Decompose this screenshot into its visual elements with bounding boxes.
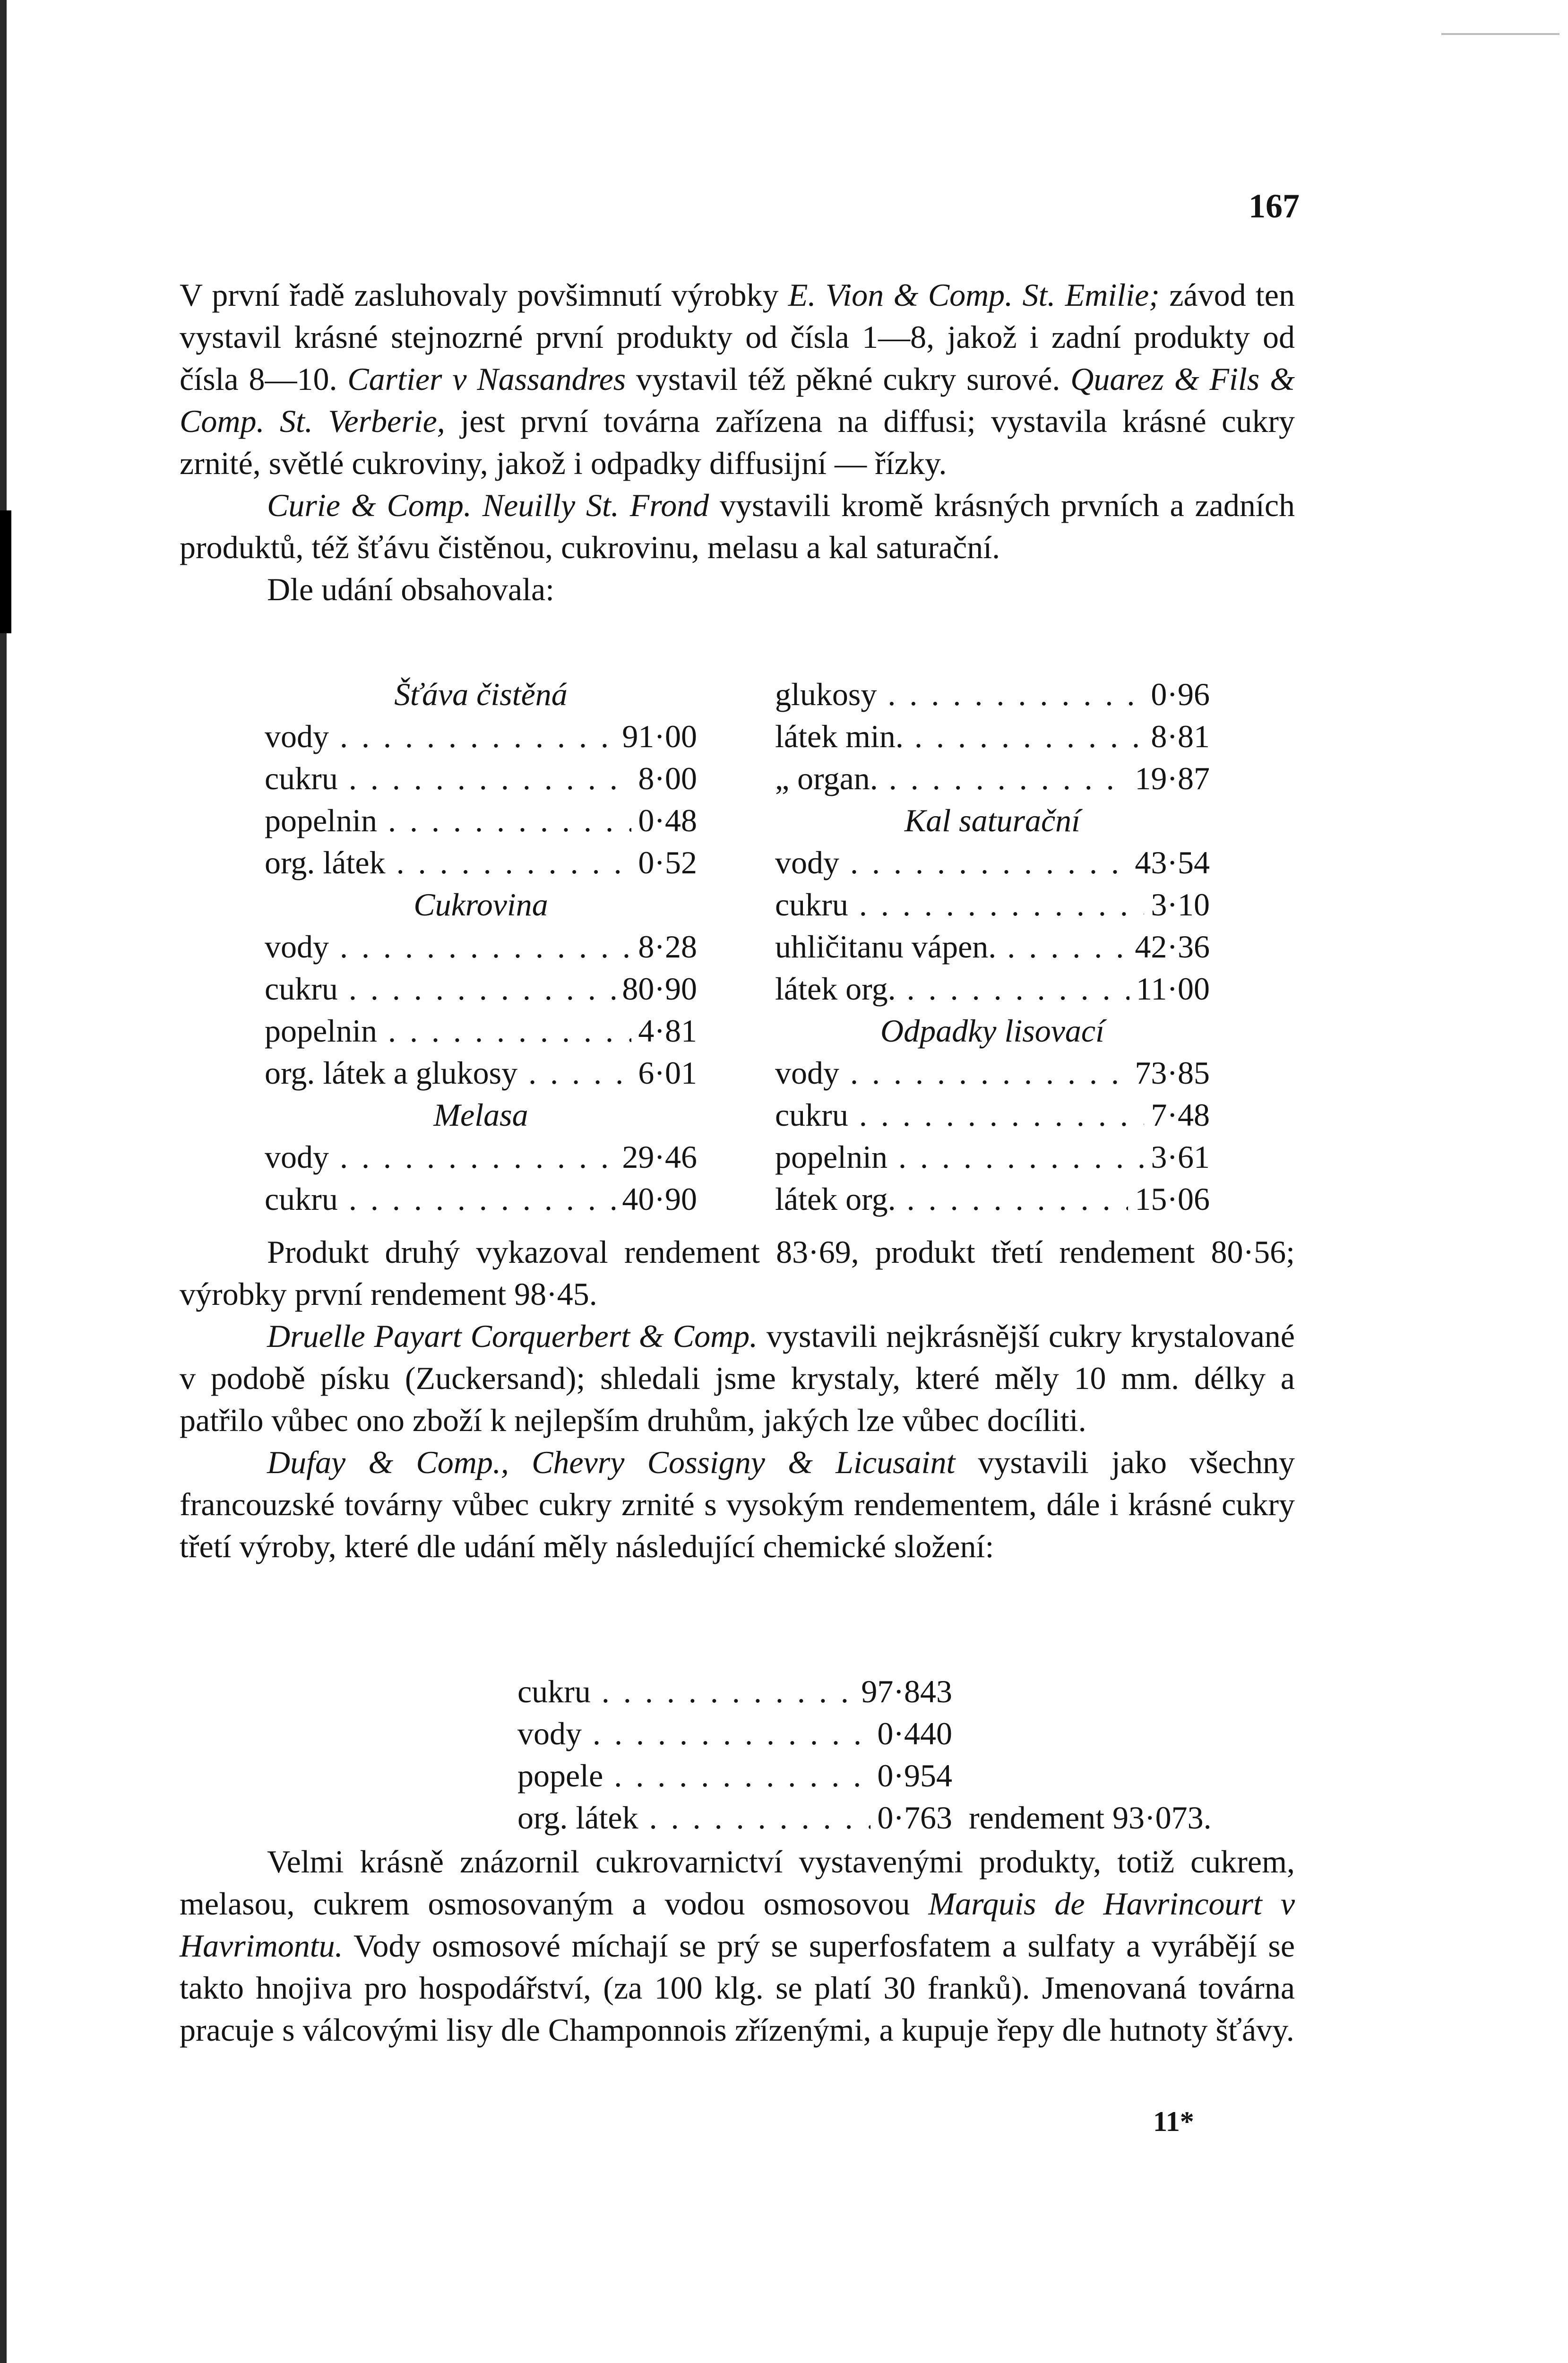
section-heading: Melasa <box>433 1097 528 1133</box>
row-value: 3·61 <box>1151 1139 1210 1175</box>
signature-mark: 11* <box>1153 2106 1194 2137</box>
row-value: 19·87 <box>1135 760 1210 796</box>
page-edge-shadow <box>0 0 7 2363</box>
table-row <box>775 842 1210 884</box>
corner-rule <box>1441 33 1559 35</box>
table-row <box>775 1094 1210 1136</box>
row-label: popelnin . . . <box>775 1136 1144 1178</box>
row-value: 8·81 <box>1151 718 1210 754</box>
table-row <box>265 842 697 884</box>
row-label: cukru . . . <box>265 758 631 800</box>
row-value: 91·00 <box>622 718 697 754</box>
row-value: 8·00 <box>638 760 697 796</box>
row-label: vody . . . <box>265 1136 615 1178</box>
table-row <box>265 800 697 842</box>
table-row <box>775 1136 1210 1178</box>
row-value: 7·48 <box>1151 1097 1210 1133</box>
row-value: 4·81 <box>638 1013 697 1049</box>
table-row <box>265 716 697 758</box>
paragraph-havrincourt: Velmi krásně znázornil cukrovarnictví vystavenými produkty, totiž cukrem, melasou, cukrem osmosovaným a vodou osmosovou Marquis de Havrincourt v Havrimontu. Vody osmosové míchají se prý se superfosfatem a sulfaty a vyrábějí se takto hnojiva pro hospodářství, (za 100 klg. se platí 30 franků). Jmenovaná továrna pracuje s válcovými lisy dle Champonnois zřízenými, a kupuje řepy dle hutnoty šťávy. <box>180 1844 1295 2048</box>
row-label: vody . . . <box>517 1713 870 1755</box>
row-label: popelnin . . . <box>265 1010 631 1052</box>
row-value: 11·00 <box>1136 971 1210 1007</box>
table-row <box>265 1010 697 1052</box>
page-number: 167 <box>1249 187 1300 225</box>
table-row <box>265 968 697 1010</box>
table-row <box>775 673 1210 716</box>
row-value: 42·36 <box>1135 929 1210 965</box>
table-row <box>775 1178 1210 1220</box>
analysis-left-column <box>265 673 697 1220</box>
table-row <box>517 1755 952 1797</box>
paragraph-intro-list: Dle udání obsahovala: <box>267 571 555 607</box>
row-label: org. látek . . . <box>265 842 631 884</box>
row-label: „ organ. . . . <box>775 758 1128 800</box>
row-value: 15·06 <box>1135 1181 1210 1217</box>
row-value: 73·85 <box>1135 1055 1210 1091</box>
row-label: uhličitanu vápen. . . . <box>775 926 1128 968</box>
row-value: 97·843 <box>861 1673 952 1709</box>
paragraph-block-3 <box>180 1841 1295 2051</box>
table-row <box>265 1136 697 1178</box>
row-value: 0·48 <box>638 802 697 838</box>
paragraph-druelle: Druelle Payart Corquerbert & Comp. vystavili nejkrásnější cukry krystalované v podobě písku (Zuckersand); shledali jsme krystaly, které měly 10 mm. délky a patřilo vůbec ono zboží k nejlepším druhům, jakých lze vůbec docíliti. <box>180 1318 1295 1438</box>
row-label: popelnin . . . <box>265 800 631 842</box>
row-label: org. látek . . . <box>517 1797 870 1839</box>
table-row <box>775 716 1210 758</box>
paragraph-block-2 <box>180 1231 1295 1568</box>
row-label: popele . . . <box>517 1755 870 1797</box>
composition-rendement: rendement 93·073. <box>969 1800 1212 1836</box>
row-value: 6·01 <box>638 1055 697 1091</box>
row-label: glukosy . . . <box>775 673 1144 716</box>
table-row <box>517 1671 952 1713</box>
analysis-right-column <box>775 673 1210 1220</box>
row-label: látek org. . . . <box>775 1178 1128 1220</box>
row-value: 43·54 <box>1135 845 1210 880</box>
table-row <box>775 758 1210 800</box>
row-label: látek min. . . . <box>775 716 1144 758</box>
paragraph-dufay: Dufay & Comp., Chevry Cossigny & Licusaint vystavili jako všechny francouzské továrny vůbec cukry zrnité s vysokým rendementem, dále i krásné cukry třetí výroby, které dle udání měly následující chemické složení: <box>180 1444 1295 1564</box>
row-value: 3·10 <box>1151 887 1210 923</box>
table-row <box>265 1178 697 1220</box>
row-value: 0·96 <box>1151 676 1210 712</box>
table-row <box>775 1052 1210 1094</box>
row-label: cukru . . . <box>265 1178 615 1220</box>
table-row <box>265 926 697 968</box>
row-label: vody . . . <box>265 926 631 968</box>
paragraph-rendement: Produkt druhý vykazoval rendement 83·69, produkt třetí rendement 80·56; výrobky první rendement 98·45. <box>180 1234 1295 1312</box>
row-label: vody . . . <box>775 1052 1128 1094</box>
table-row <box>517 1713 952 1755</box>
row-label: látek org. . . . <box>775 968 1129 1010</box>
row-label: cukru . . . <box>775 1094 1144 1136</box>
row-label: org. látek a glukosy . . . <box>265 1052 631 1094</box>
section-heading: Šťáva čistěná <box>394 676 568 712</box>
table-row <box>265 758 697 800</box>
page-edge-mark <box>0 510 11 633</box>
row-label: vody . . . <box>265 716 615 758</box>
section-heading: Odpadky lisovací <box>880 1013 1104 1049</box>
row-value: 0·52 <box>638 845 697 880</box>
composition-table <box>517 1671 1212 1839</box>
table-row <box>517 1797 952 1839</box>
row-label: vody . . . <box>775 842 1128 884</box>
row-value: 0·954 <box>877 1758 952 1794</box>
table-row <box>775 968 1210 1010</box>
row-value: 40·90 <box>622 1181 697 1217</box>
section-heading: Kal saturační <box>904 802 1081 838</box>
row-value: 8·28 <box>638 929 697 965</box>
row-label: cukru . . . <box>517 1671 854 1713</box>
paragraph-curie: Curie & Comp. Neuilly St. Frond vystavili kromě krásných prvních a zadních produktů, též šťávu čistěnou, cukrovinu, melasu a kal saturační. <box>180 487 1295 565</box>
section-heading: Cukrovina <box>414 887 548 923</box>
row-label: cukru . . . <box>775 884 1144 926</box>
row-value: 0·763 <box>877 1800 952 1836</box>
row-value: 29·46 <box>622 1139 697 1175</box>
paragraph-block-1 <box>180 274 1295 611</box>
row-label: cukru . . . <box>265 968 615 1010</box>
table-row <box>265 1052 697 1094</box>
table-row <box>775 926 1210 968</box>
row-value: 80·90 <box>622 971 697 1007</box>
table-row <box>775 884 1210 926</box>
paragraph-vion: V první řadě zasluhovaly povšimnutí výrobky E. Vion & Comp. St. Emilie; závod ten vystavil krásné stejnozrné první produkty od čísla 1—8, jakož i zadní produkty od čísla 8—10. Cartier v Nassandres vystavil též pěkné cukry surové. Quarez & Fils & Comp. St. Verberie, jest první továrna zařízena na diffusi; vystavila krásné cukry zrnité, světlé cukroviny, jakož i odpadky diffusijní — řízky. <box>180 277 1295 481</box>
row-value: 0·440 <box>877 1716 952 1751</box>
